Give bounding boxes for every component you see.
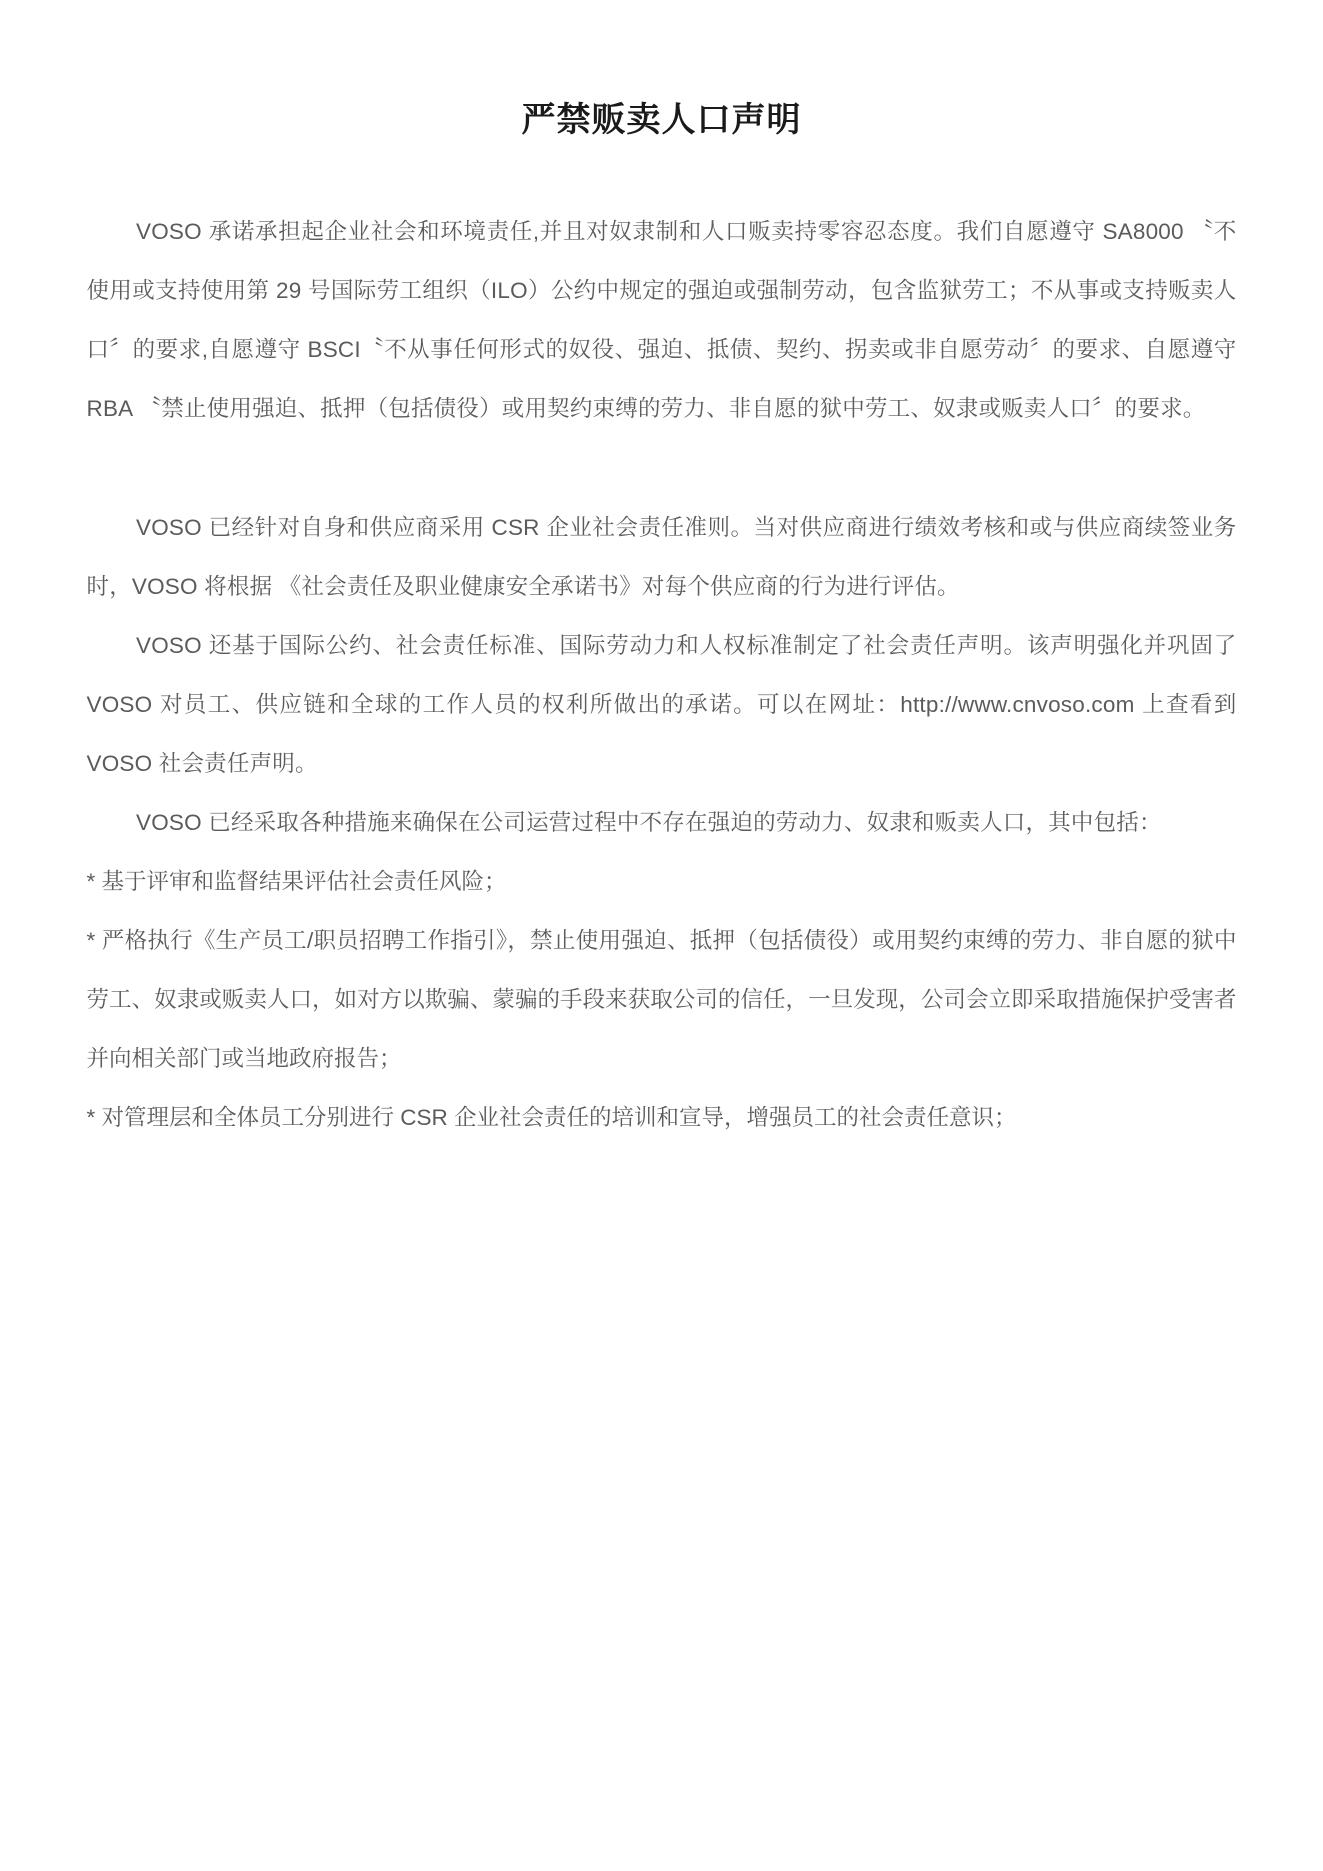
document-body xyxy=(83,202,1241,1147)
page-title: 严禁贩卖人口声明 xyxy=(521,101,802,139)
paragraph-social-responsibility-statement: VOSO 还基于国际公约、社会责任标准、国际劳动力和人权标准制定了社会责任声明。该声明强化并巩固了 VOSO 对员工、供应链和全球的工作人员的权利所做出的承诺。可以在网址：http://www.cnvoso.com 上查看到 VOSO 社会责任声明。 xyxy=(86,633,1237,777)
paragraph-measures-intro: VOSO 已经采取各种措施来确保在公司运营过程中不存在强迫的劳动力、奴隶和贩卖人口，其中包括： xyxy=(136,810,1162,836)
bullet-item-risk-assessment: * 基于评审和监督结果评估社会责任风险； xyxy=(86,869,507,895)
bullet-item-recruitment-guideline: * 严格执行《生产员工/职员招聘工作指引》，禁止使用强迫、抵押（包括债役）或用契约束缚的劳力、非自愿的狱中劳工、奴隶或贩卖人口，如对方以欺骗、蒙骗的手段来获取公司的信任，一旦发现，公司会立即采取措施保护受害者并向相关部门或当地政府报告； xyxy=(86,928,1237,1072)
bullet-item-training: * 对管理层和全体员工分别进行 CSR 企业社会责任的培训和宣导，增强员工的社会责任意识； xyxy=(86,1105,1017,1131)
paragraph-csr-code: VOSO 已经针对自身和供应商采用 CSR 企业社会责任准则。当对供应商进行绩效考核和或与供应商续签业务时，VOSO 将根据 《社会责任及职业健康安全承诺书》对每个供应商的行为进行评估。 xyxy=(86,515,1237,600)
paragraph-commitment: VOSO 承诺承担起企业社会和环境责任,并且对奴隶制和人口贩卖持零容忍态度。我们自愿遵守 SA8000 〝不使用或支持使用第 29 号国际劳工组织（ILO）公约中规定的强迫或强制劳动，包含监狱劳工；不从事或支持贩卖人口〞的要求,自愿遵守 BSCI〝不从事任何形式的奴役、强迫、抵债、契约、拐卖或非自愿劳动〞的要求、自愿遵守 RBA 〝禁止使用强迫、抵押（包括债役）或用契约束缚的劳力、非自愿的狱中劳工、奴隶或贩卖人口〞的要求。 xyxy=(86,219,1237,422)
